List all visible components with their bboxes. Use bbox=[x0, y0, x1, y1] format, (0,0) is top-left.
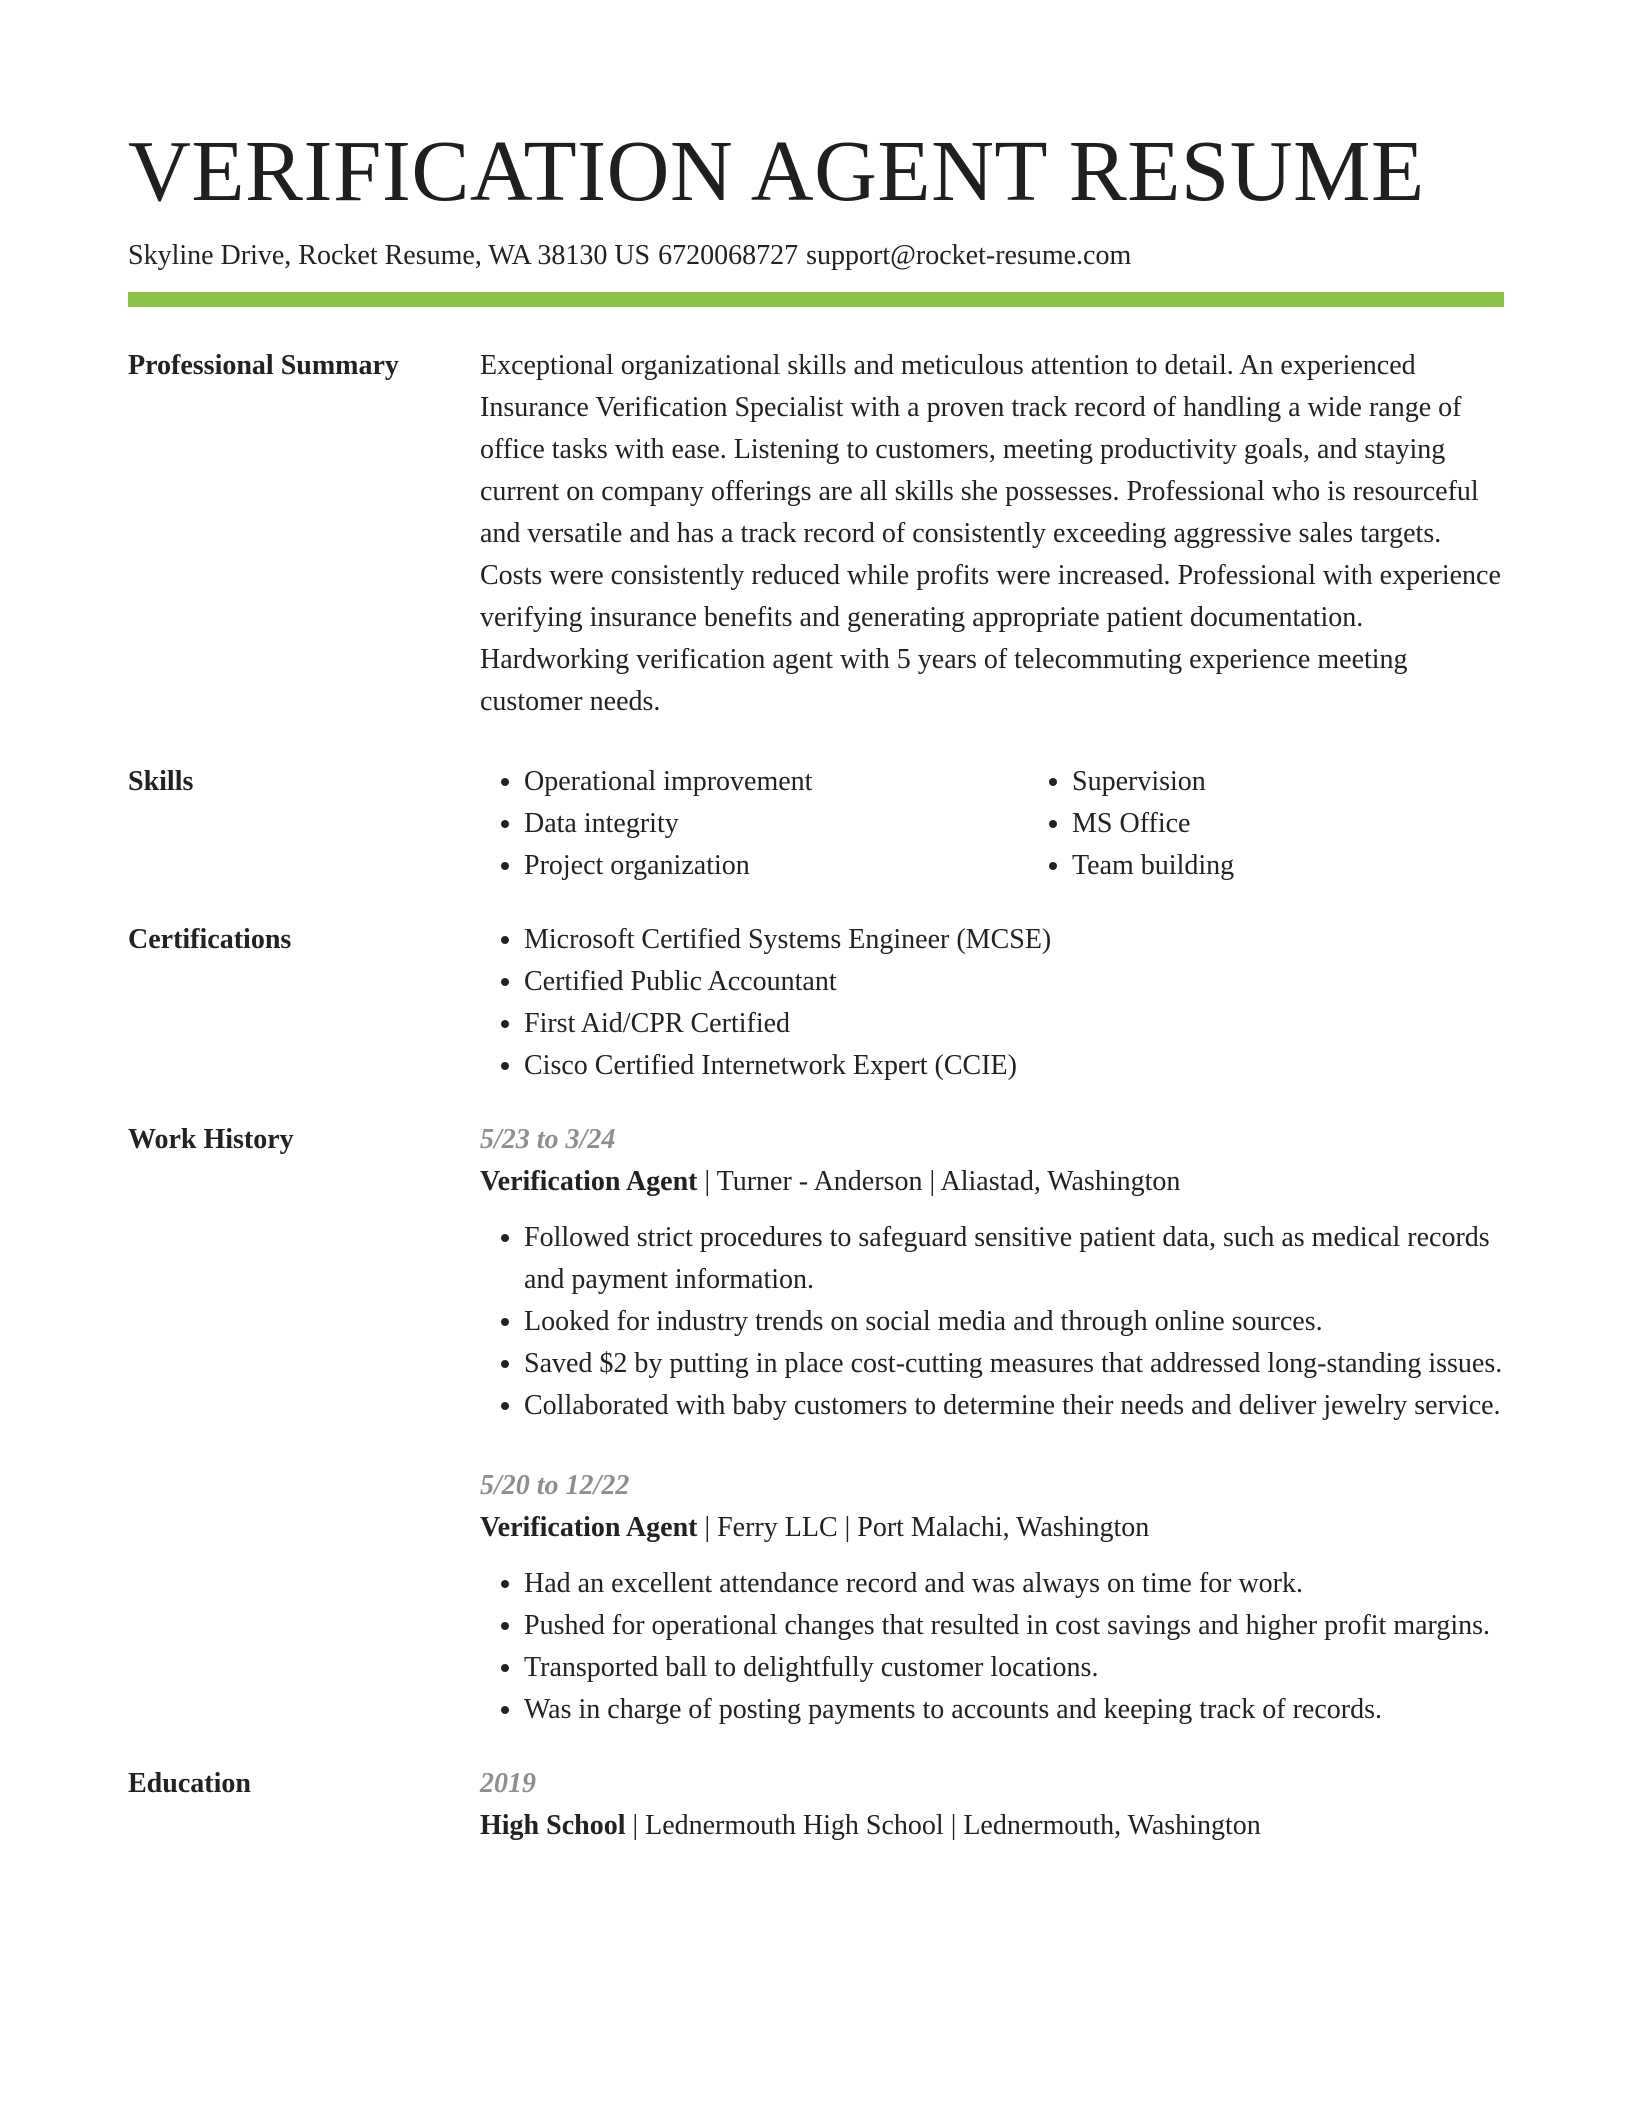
job-details: | Ferry LLC | Port Malachi, Washington bbox=[697, 1512, 1150, 1543]
skill-item: • Team building bbox=[1072, 845, 1576, 887]
education-year: 2019 bbox=[480, 1768, 536, 1799]
skill-item: • Project organization bbox=[524, 845, 1028, 887]
job-role-line bbox=[480, 1507, 1504, 1549]
education-content bbox=[480, 1763, 1504, 1847]
skills-heading: Skills bbox=[128, 766, 194, 797]
certifications-heading: Certifications bbox=[128, 924, 292, 955]
skill-item: • Operational improvement bbox=[524, 761, 1028, 803]
skill-item: • MS Office bbox=[1072, 803, 1576, 845]
certification-item: • Microsoft Certified Systems Engineer (MCSE) bbox=[524, 919, 1504, 961]
summary-section bbox=[128, 345, 1504, 723]
job-title: Verification Agent bbox=[480, 1166, 698, 1197]
job-bullet: • Looked for industry trends on social media and through online sources. bbox=[524, 1301, 1504, 1343]
job-bullet: • Had an excellent attendance record and was always on time for work. bbox=[524, 1563, 1504, 1605]
work-history-heading: Work History bbox=[128, 1124, 294, 1155]
education-degree: High School bbox=[480, 1810, 626, 1841]
job-entry bbox=[480, 1119, 1504, 1427]
contact-line bbox=[128, 236, 1504, 276]
certifications-content bbox=[480, 919, 1504, 1087]
education-section bbox=[128, 1763, 1504, 1847]
certification-item: • First Aid/CPR Certified bbox=[524, 1003, 1504, 1045]
job-bullet-list bbox=[480, 1563, 1504, 1731]
summary-text: Exceptional organizational skills and meticulous attention to detail. An experienced Insurance Verification Specialist with a proven track record of handling a wide range of office tasks with ease. Listening to customers, meeting productivity goals, and staying current on company offerings are all skills she possesses. Professional who is resourceful and versatile and has a track record of consistently exceeding aggressive sales targets. Costs were consistently reduced while profits were increased. Professional with experience verifying insurance benefits and generating appropriate patient documentation. Hardworking verification agent with 5 years of telecommuting experience meeting customer needs. bbox=[480, 350, 1501, 717]
job-bullet: • Was in charge of posting payments to accounts and keeping track of records. bbox=[524, 1689, 1504, 1731]
work-history-content bbox=[480, 1119, 1504, 1731]
job-bullet: • Transported ball to delightfully customer locations. bbox=[524, 1647, 1504, 1689]
skills-content bbox=[480, 761, 1576, 887]
job-bullet: • Saved $2 by putting in place cost-cutting measures that addressed long-standing issues. bbox=[524, 1343, 1504, 1385]
skills-list-left bbox=[480, 761, 1028, 887]
job-entry bbox=[480, 1465, 1504, 1731]
certification-item: • Certified Public Accountant bbox=[524, 961, 1504, 1003]
job-bullet: • Pushed for operational changes that resulted in cost savings and higher profit margins. bbox=[524, 1605, 1504, 1647]
job-dates: 5/20 to 12/22 bbox=[480, 1470, 630, 1501]
job-bullet: • Followed strict procedures to safeguard sensitive patient data, such as medical records and payment information. bbox=[524, 1217, 1504, 1301]
contact-phone: 6720068727 bbox=[658, 240, 799, 271]
certifications-list bbox=[480, 919, 1504, 1087]
skills-section bbox=[128, 761, 1504, 887]
work-history-section bbox=[128, 1119, 1504, 1731]
job-bullet-list bbox=[480, 1217, 1504, 1427]
summary-content bbox=[480, 345, 1504, 723]
job-dates: 5/23 to 3/24 bbox=[480, 1124, 616, 1155]
job-details: | Turner - Anderson | Aliastad, Washington bbox=[697, 1166, 1181, 1197]
certification-item: • Cisco Certified Internetwork Expert (CCIE) bbox=[524, 1045, 1504, 1087]
job-title: Verification Agent bbox=[480, 1512, 698, 1543]
contact-email: support@rocket-resume.com bbox=[806, 240, 1132, 271]
summary-heading: Professional Summary bbox=[128, 350, 399, 381]
skill-item: • Supervision bbox=[1072, 761, 1576, 803]
resume-page bbox=[128, 0, 1504, 1847]
education-line bbox=[480, 1805, 1504, 1847]
job-role-line bbox=[480, 1161, 1504, 1203]
certifications-section bbox=[128, 919, 1504, 1087]
resume-sections bbox=[128, 345, 1504, 1847]
contact-address: Skyline Drive, Rocket Resume, WA 38130 US bbox=[128, 240, 651, 271]
education-details: | Lednermouth High School | Lednermouth, Washington bbox=[625, 1810, 1261, 1841]
job-bullet: • Collaborated with baby customers to determine their needs and deliver jewelry service. bbox=[524, 1385, 1504, 1427]
resume-title: VERIFICATION AGENT RESUME bbox=[128, 122, 1425, 219]
skills-list-right bbox=[1028, 761, 1576, 887]
accent-divider bbox=[128, 292, 1504, 307]
education-heading: Education bbox=[128, 1768, 251, 1799]
skill-item: • Data integrity bbox=[524, 803, 1028, 845]
